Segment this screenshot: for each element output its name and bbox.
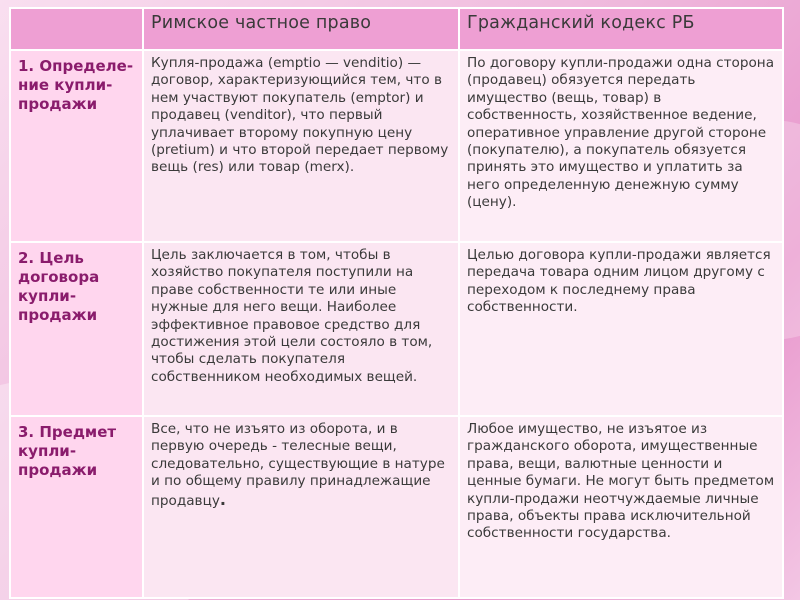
roman-law-cell: Купля-продажа (emptio — venditio) — договор, характеризующийся тем, что в нем участвуют покупатель (emptor) и продавец (venditor), что первый уплачивает второму покупную цену (pretium) и что второй передает первому вещь (res) или товар (merx).: [143, 50, 459, 242]
header-civil-code: Гражданский кодекс РБ: [459, 8, 783, 50]
header-roman-law: Римское частное право: [143, 8, 459, 50]
header-corner: [10, 8, 143, 50]
civil-code-cell: Целью договора купли-продажи является передача товара одним лицом другому с переходом к последнему права собственности.: [459, 242, 783, 416]
table-row: [10, 50, 783, 242]
row-label: 1. Определе-ние купли-продажи: [10, 50, 143, 242]
table-header-row: [10, 8, 783, 50]
table-row: [10, 242, 783, 416]
comparison-table: [9, 7, 784, 599]
civil-code-cell: По договору купли-продажи одна сторона (продавец) обязуется передать имущество (вещь, товар) в собственность, хозяйственное ведение, оперативное управление другой стороне (покупателю), а покупатель обязуется принять это имущество и уплатить за него определенную денежную сумму (цену).: [459, 50, 783, 242]
civil-code-cell: Любое имущество, не изъятое из гражданского оборота, имущественные права, вещи, валютные ценности и ценные бумаги. Не могут быть предметом купли-продажи неотчуждаемые личные права, объекты права исключительной собственности государства.: [459, 416, 783, 598]
roman-law-text-end: .: [219, 489, 226, 509]
table-row: [10, 416, 783, 598]
roman-law-cell: [143, 416, 459, 598]
row-label: 3. Предмет купли-продажи: [10, 416, 143, 598]
roman-law-cell: Цель заключается в том, чтобы в хозяйство покупателя поступили на праве собственности те или иные нужные для него вещи. Наиболее эффективное правовое средство для достижения этой цели состояло в том, чтобы сделать покупателя собственником необходимых вещей.: [143, 242, 459, 416]
row-label: 2. Цель договора купли-продажи: [10, 242, 143, 416]
roman-law-text: Все, что не изъято из оборота, и в первую очередь - телесные вещи, следовательно, существующие в натуре и по общему правилу принадлежащие продавцу: [151, 421, 445, 509]
